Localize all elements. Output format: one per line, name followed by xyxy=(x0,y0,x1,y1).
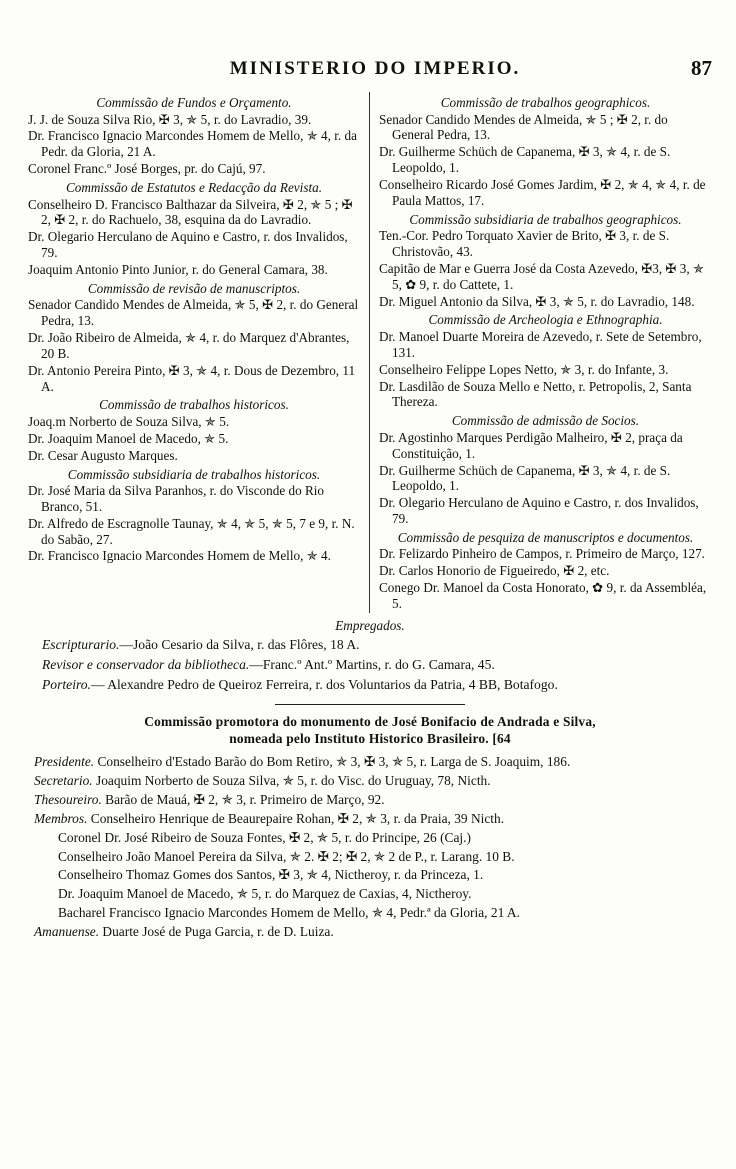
list-item: Dr. Guilherme Schüch de Capanema, ✠ 3, ✯ 4, r. de S. Leopoldo, 1. xyxy=(379,144,671,176)
empregados-section xyxy=(28,618,712,694)
promotora-member: Bacharel Francisco Ignacio Marcondes Homem de Mello, ✯ 4, Pedr.ª da Gloria, 21 A. xyxy=(58,905,520,921)
list-item: Senador Candido Mendes de Almeida, ✯ 5 ; ✠ 2, r. do General Pedra, 13. xyxy=(379,111,668,143)
promotora-detail: Conselheiro Henrique de Beaurepaire Rohan, ✠ 2, ✯ 3, r. da Praia, 39 Nicth. xyxy=(87,810,505,826)
list-item: Dr. Joaquim Manoel de Macedo, ✯ 5. xyxy=(28,430,229,446)
section-heading: Commissão subsidiaria de trabalhos historicos. xyxy=(67,466,321,482)
promotora-detail: Conselheiro d'Estado Barão do Bom Retiro, ✯ 3, ✠ 3, ✯ 5, r. Larga de S. Joaquim, 186. xyxy=(94,754,571,770)
promotora-member: Conselheiro Thomaz Gomes dos Santos, ✠ 3, ✯ 4, Nictheroy, r. da Princeza, 1. xyxy=(58,867,484,883)
empregado-role: Escripturario. xyxy=(42,636,120,652)
page-content xyxy=(28,58,712,942)
list-item: Dr. José Maria da Silva Paranhos, r. do Visconde do Rio Branco, 51. xyxy=(28,483,325,514)
left-column xyxy=(28,92,370,613)
list-item: Dr. Francisco Ignacio Marcondes Homem de Mello, ✯ 4, r. da Pedr. da Gloria, 21 A. xyxy=(28,128,357,160)
promotora-heading xyxy=(28,713,712,748)
section-heading: Commissão de revisão de manuscriptos. xyxy=(87,280,301,296)
empregado-row xyxy=(28,636,712,654)
empregado-role: Revisor e conservador da bibliotheca. xyxy=(42,656,250,672)
list-item: Dr. Francisco Ignacio Marcondes Homem de Mello, ✯ 4. xyxy=(28,548,331,564)
promotora-row xyxy=(28,810,712,828)
promotora-row xyxy=(28,923,712,941)
list-item: Dr. Carlos Honorio de Figueiredo, ✠ 2, etc. xyxy=(379,563,610,579)
promotora-member: Dr. Joaquim Manoel de Macedo, ✯ 5, r. do Marquez de Caxias, 4, Nictheroy. xyxy=(58,886,472,902)
promotora-role: Presidente. xyxy=(34,754,95,770)
list-item: Conselheiro D. Francisco Balthazar da Silveira, ✠ 2, ✯ 5 ; ✠ 2, ✠ 2, r. do Rachuelo, 38, esquina da do Lavradio. xyxy=(28,196,353,228)
list-item: Coronel Franc.º José Borges, pr. do Cajú, 97. xyxy=(28,161,266,177)
promotora-heading-line2: nomeada pelo Instituto Historico Brasileiro. [64 xyxy=(229,731,511,747)
promotora-role: Amanuense. xyxy=(34,923,100,939)
promotora-section xyxy=(28,713,712,941)
list-item: Ten.-Cor. Pedro Torquato Xavier de Brito, ✠ 3, r. de S. Christovão, 43. xyxy=(379,228,670,260)
promotora-detail: Joaquim Norberto de Souza Silva, ✯ 5, r. do Visc. do Uruguay, 78, Nicth. xyxy=(92,773,491,789)
empregado-detail: — Alexandre Pedro de Queiroz Ferreira, r. dos Voluntarios da Patria, 4 BB, Botafogo. xyxy=(90,676,558,692)
promotora-row xyxy=(28,791,712,809)
list-item: Dr. João Ribeiro de Almeida, ✯ 4, r. do Marquez d'Abrantes, 20 B. xyxy=(28,330,350,361)
list-item: Dr. Miguel Antonio da Silva, ✠ 3, ✯ 5, r. do Lavradio, 148. xyxy=(379,293,695,309)
list-item: Capitão de Mar e Guerra José da Costa Azevedo, ✠3, ✠ 3, ✯ 5, ✿ 9, r. do Cattete, 1. xyxy=(379,260,705,292)
list-item: Dr. Olegario Herculano de Aquino e Castro, r. dos Invalidos, 79. xyxy=(379,495,699,527)
list-item: Conego Dr. Manoel da Costa Honorato, ✿ 9, r. da Assembléa, 5. xyxy=(379,580,707,611)
list-item: Conselheiro Felippe Lopes Netto, ✯ 3, r. do Infante, 3. xyxy=(379,361,669,377)
list-item: Dr. Manoel Duarte Moreira de Azevedo, r. Sete de Setembro, 131. xyxy=(379,329,702,360)
section-heading: Commissão de pesquiza de manuscriptos e documentos. xyxy=(397,529,694,545)
right-column xyxy=(370,92,712,613)
empregados-heading: Empregados. xyxy=(335,617,405,633)
two-column-body xyxy=(28,92,712,613)
empregado-detail: —Franc.º Ant.º Martins, r. do G. Camara, 45. xyxy=(249,656,495,672)
list-item: Dr. Guilherme Schüch de Capanema, ✠ 3, ✯ 4, r. de S. Leopoldo, 1. xyxy=(379,462,671,494)
empregado-row xyxy=(28,656,712,674)
list-item: Dr. Felizardo Pinheiro de Campos, r. Primeiro de Março, 127. xyxy=(379,546,705,562)
promotora-detail: Barão de Mauá, ✠ 2, ✯ 3, r. Primeiro de Março, 92. xyxy=(101,792,385,808)
list-item: J. J. de Souza Silva Rio, ✠ 3, ✯ 5, r. do Lavradio, 39. xyxy=(28,111,312,127)
promotora-member: Coronel Dr. José Ribeiro de Souza Fontes, ✠ 2, ✯ 5, r. do Principe, 26 (Caj.) xyxy=(58,829,471,845)
list-item: Senador Candido Mendes de Almeida, ✯ 5, ✠ 2, r. do General Pedra, 13. xyxy=(28,297,359,329)
promotora-role: Secretario. xyxy=(34,773,93,789)
list-item: Dr. Lasdilão de Souza Mello e Netto, r. Petropolis, 2, Santa Thereza. xyxy=(379,378,692,410)
section-heading: Commissão de trabalhos geographicos. xyxy=(440,95,651,110)
empregado-row xyxy=(28,676,712,694)
promotora-detail: Duarte José de Puga Garcia, r. de D. Luiza. xyxy=(99,923,334,939)
promotora-row xyxy=(28,772,712,790)
list-item: Joaq.m Norberto de Souza Silva, ✯ 5. xyxy=(28,413,230,429)
section-heading: Commissão subsidiaria de trabalhos geographicos. xyxy=(409,211,682,227)
empregado-role: Porteiro. xyxy=(42,676,91,692)
list-item: Conselheiro Ricardo José Gomes Jardim, ✠ 2, ✯ 4, ✯ 4, r. de Paula Mattos, 17. xyxy=(379,176,706,208)
list-item: Dr. Olegario Herculano de Aquino e Castro, r. dos Invalidos, 79. xyxy=(28,229,348,261)
empregado-detail: —João Cesario da Silva, r. das Flôres, 18 A. xyxy=(119,636,360,652)
section-divider xyxy=(275,704,465,705)
section-heading: Commissão de Estatutos e Redacção da Revista. xyxy=(65,179,323,195)
promotora-member: Conselheiro João Manoel Pereira da Silva, ✯ 2. ✠ 2; ✠ 2, ✯ 2 de P., r. Larang. 10 B. xyxy=(58,848,515,864)
list-item: Joaquim Antonio Pinto Junior, r. do General Camara, 38. xyxy=(28,261,328,277)
list-item: Dr. Alfredo de Escragnolle Taunay, ✯ 4, ✯ 5, ✯ 5, 7 e 9, r. N. do Sabão, 27. xyxy=(28,515,355,547)
section-heading: Commissão de Fundos e Orçamento. xyxy=(96,95,292,110)
section-heading: Commissão de trabalhos historicos. xyxy=(99,397,289,413)
section-heading: Commissão de admissão de Socios. xyxy=(451,413,640,429)
page-number: 87 xyxy=(691,56,712,80)
promotora-row xyxy=(28,753,712,771)
page-header xyxy=(28,58,712,88)
page-title: MINISTERIO DO IMPERIO. xyxy=(229,58,521,79)
list-item: Dr. Antonio Pereira Pinto, ✠ 3, ✯ 4, r. Dous de Dezembro, 11 A. xyxy=(28,362,356,394)
promotora-role: Membros. xyxy=(34,810,88,826)
list-item: Dr. Cesar Augusto Marques. xyxy=(28,447,178,463)
list-item: Dr. Agostinho Marques Perdigão Malheiro, ✠ 2, praça da Constituição, 1. xyxy=(379,429,683,461)
promotora-heading-line1: Commissão promotora do monumento de José Bonifacio de Andrada e Silva, xyxy=(144,713,596,729)
promotora-role: Thesoureiro. xyxy=(34,792,102,808)
section-heading: Commissão de Archeologia e Ethnographia. xyxy=(428,312,663,328)
